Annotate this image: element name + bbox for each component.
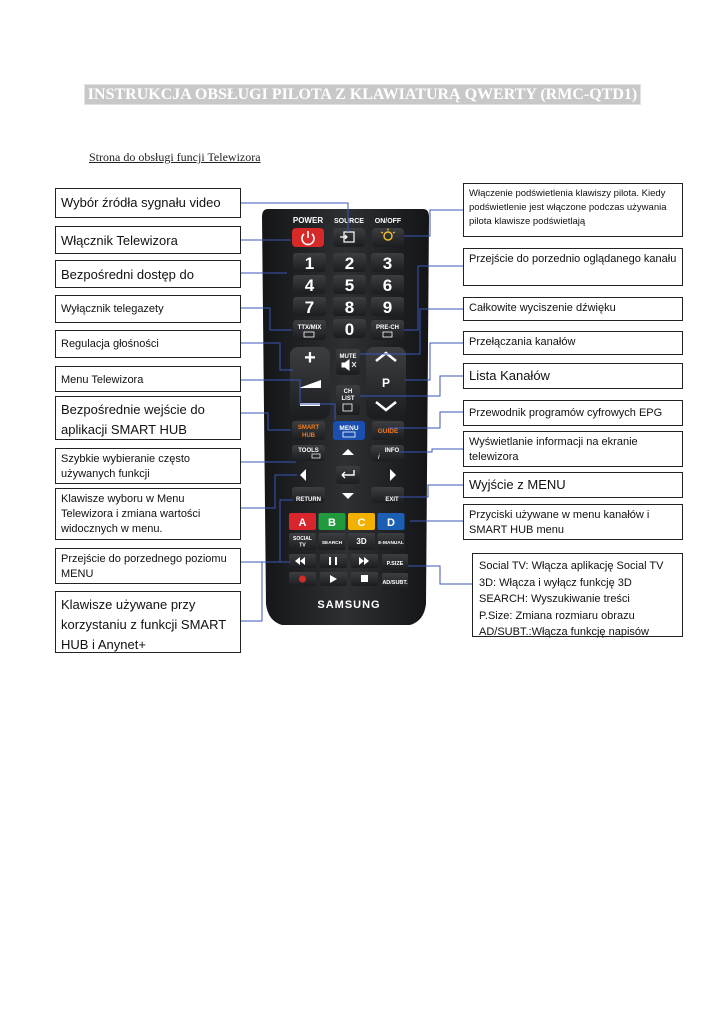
psize-label: P.SIZE xyxy=(386,561,404,567)
fn-button-0[interactable] xyxy=(289,533,316,550)
return-label: RETURN xyxy=(296,497,321,503)
ch-label: CH xyxy=(343,389,353,395)
label-tools: Szybkie wybieranie często używanych funkcji xyxy=(55,448,241,484)
svg-text:i: i xyxy=(378,454,380,461)
volume-down-icon xyxy=(300,403,320,406)
tools-button[interactable] xyxy=(292,445,325,461)
power-button[interactable] xyxy=(292,228,324,247)
note-psize: P.Size: Zmiana rozmiaru obrazu xyxy=(479,609,635,622)
label-media-keys: Klawisze używane przy korzystaniu z funkcji SMART HUB i Anynet+ xyxy=(55,591,241,653)
digit-label: 5 xyxy=(344,276,355,295)
ttx-label: TTX/MIX xyxy=(297,325,322,331)
label-volume: Regulacja głośności xyxy=(55,330,241,358)
label-color-keys: Przyciski używane w menu kanałów i SMART HUB menu xyxy=(463,504,683,540)
digit-button-2[interactable] xyxy=(333,253,366,273)
fn-label: TV xyxy=(299,542,306,549)
label-info: Wyświetlanie informacji na ekranie telewizora xyxy=(463,431,683,467)
label-return: Przejście do porzednego poziomu MENU xyxy=(55,548,241,584)
color-button-c[interactable] xyxy=(348,513,375,530)
fn-label: E-MANUAL xyxy=(378,541,404,546)
digit-label: 1 xyxy=(304,254,315,273)
label-source: Wybór źródła sygnału video xyxy=(55,188,241,218)
exit-label: EXIT xyxy=(385,497,399,503)
digit-button-0[interactable] xyxy=(333,319,366,339)
color-button-d[interactable] xyxy=(378,513,405,530)
mute-button[interactable] xyxy=(336,349,360,375)
label-smart-hub: Bezpośrednie wejście do aplikacji SMART HUB xyxy=(55,396,241,440)
digit-label: 7 xyxy=(304,298,315,317)
digit-label: 4 xyxy=(304,276,315,295)
label-epg: Przewodnik programów cyfrowych EPG xyxy=(463,400,683,426)
label-mute: Całkowite wyciszenie dźwięku xyxy=(463,297,683,321)
pause-button[interactable] xyxy=(320,554,347,568)
source-button[interactable] xyxy=(333,228,365,247)
p-label: P xyxy=(381,376,391,390)
label-tv-menu: Menu Telewizora xyxy=(55,366,241,392)
info-button[interactable] xyxy=(371,445,404,461)
guide-button[interactable] xyxy=(372,421,404,440)
channel-rocker[interactable] xyxy=(366,347,406,419)
backlight-button[interactable] xyxy=(372,228,404,247)
color-button-b[interactable] xyxy=(319,513,346,530)
guide-label: GUIDE xyxy=(377,428,399,435)
tools-label: TOOLS xyxy=(298,448,319,454)
label-power: Włącznik Telewizora xyxy=(55,226,241,254)
digit-button-5[interactable] xyxy=(333,275,366,295)
fn-button-1[interactable] xyxy=(319,533,346,550)
fn-label: 3D xyxy=(356,537,367,546)
note-3d: 3D: Włącza i wyłącz funkcję 3D xyxy=(479,576,632,589)
digit-label: 9 xyxy=(382,298,393,317)
color-label: C xyxy=(357,517,366,529)
note-search: SEARCH: Wyszukiwanie treści xyxy=(479,593,630,605)
digit-label: 0 xyxy=(344,320,355,339)
fn-button-2[interactable] xyxy=(348,533,375,550)
brand-logo: SAMSUNG xyxy=(317,599,381,611)
prech-label: PRE-CH xyxy=(375,325,400,331)
smart-hub-button[interactable] xyxy=(292,421,325,440)
volume-up-icon: + xyxy=(304,347,316,369)
volume-rocker[interactable] xyxy=(290,347,330,419)
list-label: LIST xyxy=(341,396,355,402)
exit-button[interactable] xyxy=(371,487,404,503)
color-button-a[interactable] xyxy=(289,513,316,530)
digit-button-3[interactable] xyxy=(371,253,404,273)
remote-control xyxy=(262,209,429,627)
digit-button-1[interactable] xyxy=(293,253,326,273)
ttx-button[interactable] xyxy=(293,320,326,340)
label-menu-nav: Klawisze wyboru w Menu Telewizora i zmiana wartości widocznych w menu. xyxy=(55,488,241,540)
return-button[interactable] xyxy=(292,487,325,503)
function-notes xyxy=(472,553,683,637)
label-channel: Przełączania kanałów xyxy=(463,331,683,355)
source-label: SOURCE xyxy=(334,218,364,225)
color-label: A xyxy=(298,517,307,529)
onoff-label: ON/OFF xyxy=(374,218,402,225)
note-social-tv: Social TV: Włącza aplikację Social TV xyxy=(479,560,664,572)
mute-label: MUTE xyxy=(339,354,357,360)
label-direct-access: Bezpośredni dostęp do xyxy=(55,260,241,288)
adsubt-button[interactable] xyxy=(382,573,408,589)
enter-button[interactable] xyxy=(336,466,360,484)
page-subtitle: Strona do obsługi funcji Telewizora xyxy=(89,150,261,164)
fn-label: SOCIAL xyxy=(293,536,312,542)
digit-button-7[interactable] xyxy=(293,297,326,317)
hub-label: HUB xyxy=(302,433,315,439)
adsubt-label: AD/SUBT. xyxy=(382,580,408,586)
digit-label: 2 xyxy=(344,254,355,273)
menu-label: MENU xyxy=(339,425,359,432)
digit-label: 6 xyxy=(382,276,393,295)
digit-button-6[interactable] xyxy=(371,275,404,295)
color-label: B xyxy=(328,517,336,529)
color-label: D xyxy=(387,517,395,529)
prech-button[interactable] xyxy=(371,320,404,340)
label-channel-list: Lista Kanałów xyxy=(463,363,683,389)
digit-button-9[interactable] xyxy=(371,297,404,317)
fn-label: SEARCH xyxy=(321,541,343,546)
digit-button-8[interactable] xyxy=(333,297,366,317)
power-label: POWER xyxy=(292,216,324,225)
digit-label: 3 xyxy=(382,254,393,273)
note-adsubt: AD/SUBT.:Włącza funkcję napisów xyxy=(479,626,649,638)
digit-label: 8 xyxy=(344,298,355,317)
menu-button[interactable] xyxy=(333,421,365,440)
fn-button-3[interactable] xyxy=(378,533,405,550)
label-exit: Wyjście z MENU xyxy=(463,472,683,498)
label-prev-channel: Przejście do porzednio oglądanego kanału xyxy=(463,248,683,286)
page-title: INSTRUKCJA OBSŁUGI PILOTA Z KLAWIATURĄ QWERTY (RMC-QTD1) xyxy=(0,86,725,104)
label-teletext: Wyłącznik telegazety xyxy=(55,295,241,323)
stop-icon xyxy=(361,575,368,582)
digit-button-4[interactable] xyxy=(293,275,326,295)
ch-list-button[interactable] xyxy=(336,385,360,415)
info-label: INFO xyxy=(384,448,400,454)
smart-label: SMART xyxy=(297,425,320,431)
psize-button[interactable] xyxy=(382,554,408,570)
record-icon xyxy=(299,576,306,583)
label-backlight: Włączenie podświetlenia klawiszy pilota. Kiedy podświetlenie jest włączone podczas używania pilota klawisze podświetlają xyxy=(463,183,683,237)
